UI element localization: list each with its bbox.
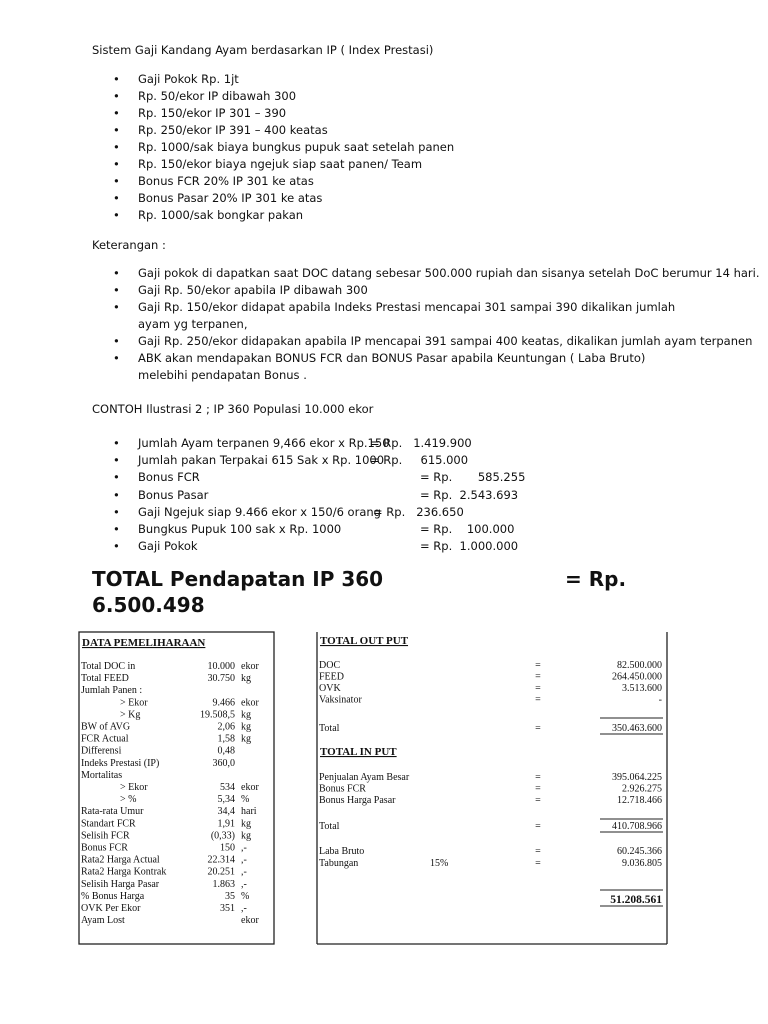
output-eq: = (535, 660, 541, 671)
final-value: 51.208.561 (610, 894, 662, 906)
input-label: Bonus Harga Pasar (319, 795, 396, 806)
rule-item: • Bonus FCR 20% IP 301 ke atas (92, 173, 454, 190)
contoh-label: Bonus Pasar (138, 487, 209, 502)
output-title: TOTAL OUT PUT (320, 635, 409, 647)
pemeliharaan-value: 34,4 (217, 806, 235, 818)
rule-item: • Rp. 50/ekor IP dibawah 300 (92, 88, 454, 105)
bullet-icon: • (113, 470, 120, 485)
rule-item: • Bonus Pasar 20% IP 301 ke atas (92, 190, 454, 207)
rule-item: • Rp. 250/ekor IP 391 – 400 keatas (92, 122, 454, 139)
contoh-title: CONTOH Ilustrasi 2 ; IP 360 Populasi 10.000 ekor (92, 402, 374, 416)
laba-eq: = (535, 846, 541, 857)
rule-item: • Rp. 150/ekor IP 301 – 390 (92, 105, 454, 122)
pemeliharaan-label: FCR Actual (81, 733, 129, 745)
bullet-icon: • (113, 539, 120, 554)
contoh-value: = Rp. 1.000.000 (420, 539, 519, 554)
pemeliharaan-label: > Ekor (120, 697, 148, 709)
pemeliharaan-value: 2,06 (217, 721, 235, 733)
bullet-icon: • (113, 504, 120, 519)
input-label: Penjualan Ayam Besar (319, 772, 410, 783)
keterangan-label: Keterangan : (92, 238, 166, 252)
input-rows (319, 772, 662, 906)
pemeliharaan-label: BW of AVG (81, 721, 131, 733)
pemeliharaan-unit: % (241, 794, 250, 806)
input-title: TOTAL IN PUT (320, 746, 397, 758)
pemeliharaan-unit: kg (241, 818, 251, 830)
output-label: DOC (319, 660, 341, 671)
pemeliharaan-unit: ekor (241, 697, 259, 709)
pemeliharaan-unit: kg (241, 709, 251, 721)
tabungan-label: Tabungan (319, 858, 359, 869)
bullet-icon: • (113, 522, 120, 536)
input-total-value: 410.708.966 (612, 821, 662, 832)
pemeliharaan-label: Standart FCR (81, 818, 136, 830)
contoh-value: = Rp. 585.255 (420, 470, 526, 485)
pemeliharaan-label: Rata-rata Umur (81, 806, 144, 818)
pemeliharaan-unit: % (241, 890, 250, 902)
pemeliharaan-value: 1,91 (217, 818, 235, 830)
pemeliharaan-unit: ,- (241, 903, 247, 914)
contoh-value: = Rp. 615.000 (370, 453, 469, 468)
contoh-value: = Rp. 236.650 (373, 504, 464, 519)
page-title: Sistem Gaji Kandang Ayam berdasarkan IP ( Index Prestasi) (92, 43, 434, 57)
keterangan-item: • Gaji Rp. 50/ekor apabila IP dibawah 300 (92, 282, 760, 299)
rule-item: • Rp. 1000/sak bongkar pakan (92, 207, 454, 224)
pemeliharaan-label: Selisih FCR (81, 830, 130, 842)
contoh-label: Bungkus Pupuk 100 sak x Rp. 1000 (138, 522, 342, 536)
output-value: 3.513.600 (622, 683, 662, 694)
pemeliharaan-value: 150 (220, 842, 235, 854)
pemeliharaan-label: Bonus FCR (81, 842, 128, 854)
pemeliharaan-unit: kg (241, 733, 251, 745)
input-total-eq: = (535, 821, 541, 832)
output-eq: = (535, 671, 541, 683)
pemeliharaan-value: 30.750 (207, 673, 235, 685)
rule-item: • Rp. 150/ekor biaya ngejuk siap saat panen/ Team (92, 156, 454, 173)
pemeliharaan-label: Selisih Harga Pasar (81, 878, 160, 890)
output-eq: = (535, 683, 541, 694)
total-value: 6.500.498 (92, 593, 205, 617)
pemeliharaan-unit: kg (241, 721, 251, 733)
input-value: 12.718.466 (617, 795, 662, 806)
input-value: 395.064.225 (612, 772, 662, 783)
total-eq: = Rp. (565, 567, 627, 591)
pemeliharaan-value: 5,34 (217, 794, 235, 806)
pemeliharaan-unit: ,- (241, 878, 247, 890)
output-value: 82.500.000 (617, 660, 662, 671)
contoh-label: Gaji Pokok (138, 539, 198, 554)
contoh-label: Jumlah Ayam terpanen 9,466 ekor x Rp.150 (138, 436, 390, 450)
bullet-icon: • (113, 436, 120, 450)
tabungan-pct: 15% (430, 858, 449, 869)
pemeliharaan-value: 1,58 (217, 733, 235, 745)
pemeliharaan-label: > Ekor (120, 782, 148, 793)
contoh-value: = Rp. 1.419.900 (370, 436, 472, 450)
tabungan-value: 9.036.805 (622, 858, 662, 869)
contoh-label: Gaji Ngejuk siap 9.466 ekor x 150/6 orang (138, 504, 381, 519)
pemeliharaan-title: DATA PEMELIHARAAN (82, 637, 206, 649)
pemeliharaan-label: Total DOC in (81, 661, 136, 672)
input-eq: = (535, 783, 541, 795)
pemeliharaan-value: 22.314 (207, 854, 235, 866)
pemeliharaan-label: Jumlah Panen : (81, 685, 143, 697)
contoh-label: Bonus FCR (138, 470, 200, 485)
output-value: 264.450.000 (612, 671, 662, 683)
pemeliharaan-unit: ekor (241, 915, 259, 927)
pemeliharaan-value: 534 (220, 782, 235, 793)
contoh-label: Jumlah pakan Terpakai 615 Sak x Rp. 1000 (138, 453, 385, 468)
laba-label: Laba Bruto (319, 846, 365, 857)
keterangan-item: • ABK akan mendapakan BONUS FCR dan BONUS Pasar apabila Keuntungan ( Laba Bruto) melebihi pendapatan Bonus . (92, 350, 698, 384)
keterangan-item: • Gaji pokok di dapatkan saat DOC datang sebesar 500.000 rupiah dan sisanya setelah DoC berumur 14 hari. (92, 265, 760, 282)
pemeliharaan-label: > % (120, 794, 137, 806)
contoh-value: = Rp. 2.543.693 (420, 487, 519, 502)
pemeliharaan-label: Differensi (81, 745, 122, 757)
pemeliharaan-value: 360,0 (212, 757, 235, 769)
input-total-label: Total (319, 821, 340, 832)
pemeliharaan-value: (0,33) (210, 830, 235, 842)
contoh-value: = Rp. 100.000 (420, 522, 515, 536)
output-total-value: 350.463.600 (612, 723, 662, 734)
pemeliharaan-label: OVK Per Ekor (81, 903, 141, 914)
pemeliharaan-value: 351 (220, 903, 235, 914)
pemeliharaan-label: Rata2 Harga Actual (81, 854, 160, 866)
rule-item: • Rp. 1000/sak biaya bungkus pupuk saat setelah panen (92, 139, 454, 156)
input-eq: = (535, 795, 541, 806)
pemeliharaan-label: Total FEED (81, 673, 129, 685)
pemeliharaan-unit: ,- (241, 866, 247, 878)
pemeliharaan-unit: ,- (241, 854, 247, 866)
pemeliharaan-label: Rata2 Harga Kontrak (81, 866, 167, 878)
pemeliharaan-unit: ,- (241, 842, 247, 854)
pemeliharaan-unit: hari (241, 806, 257, 818)
pemeliharaan-label: % Bonus Harga (81, 890, 145, 902)
input-eq: = (535, 772, 541, 783)
pemeliharaan-label: Indeks Prestasi (IP) (81, 757, 160, 769)
output-value: - (658, 694, 662, 706)
tabungan-eq: = (535, 858, 541, 869)
input-value: 2.926.275 (622, 783, 662, 795)
output-total-eq: = (535, 723, 541, 734)
pemeliharaan-value: 9.466 (212, 697, 235, 709)
pemeliharaan-value: 20.251 (207, 866, 235, 878)
pemeliharaan-value: 0,48 (217, 745, 235, 757)
pemeliharaan-label: > Kg (120, 709, 141, 721)
output-label: Vaksinator (319, 694, 362, 706)
keterangan-item: • Gaji Rp. 150/ekor didapat apabila Indeks Prestasi mencapai 301 sampai 390 dikalikan jumlah ayam yg terpanen, (92, 299, 698, 333)
pemeliharaan-value: 35 (225, 890, 235, 902)
output-total-label: Total (319, 723, 340, 734)
total-label: TOTAL Pendapatan IP 360 (92, 567, 384, 591)
pemeliharaan-value: 1.863 (212, 878, 235, 890)
laba-value: 60.245.366 (617, 846, 662, 857)
pemeliharaan-label: Ayam Lost (81, 915, 125, 927)
bullet-icon: • (113, 487, 120, 502)
pemeliharaan-unit: kg (241, 673, 251, 685)
pemeliharaan-unit: ekor (241, 661, 259, 672)
pemeliharaan-value: 10.000 (207, 661, 235, 672)
pemeliharaan-unit: ekor (241, 782, 259, 793)
output-eq: = (535, 694, 541, 706)
pemeliharaan-label: Mortalitas (81, 769, 123, 781)
rule-item: • Gaji Pokok Rp. 1jt (92, 71, 454, 88)
output-rows (319, 660, 662, 734)
pemeliharaan-value: 19.508,5 (200, 709, 235, 721)
pemeliharaan-unit: kg (241, 830, 251, 842)
pemeliharaan-rows (81, 661, 259, 926)
bullet-icon: • (113, 453, 120, 468)
output-label: FEED (319, 671, 344, 683)
keterangan-item: • Gaji Rp. 250/ekor didapakan apabila IP mencapai 391 sampai 400 keatas, dikalikan jumlah ayam terpanen (92, 333, 760, 350)
output-label: OVK (319, 683, 341, 694)
input-label: Bonus FCR (319, 783, 366, 795)
